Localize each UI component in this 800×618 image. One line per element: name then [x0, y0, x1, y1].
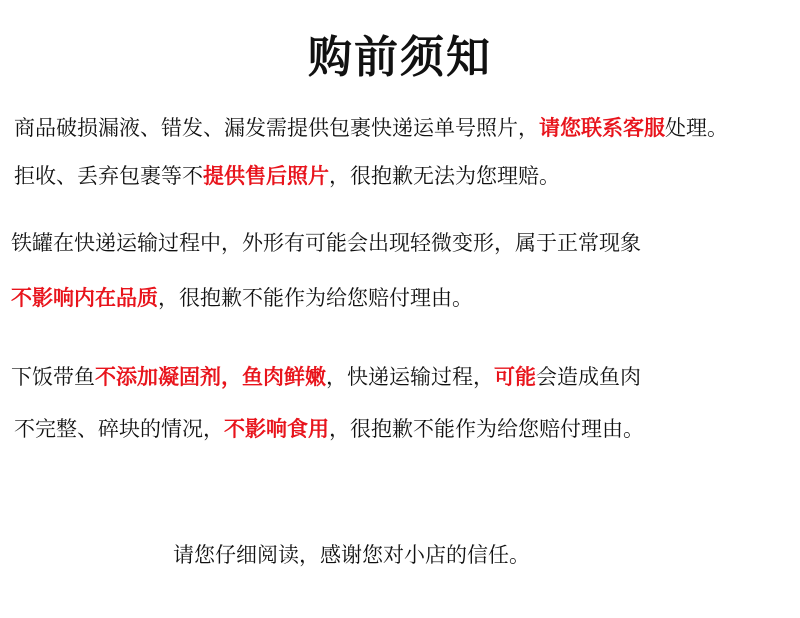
notice-line-refusal: [14, 161, 560, 191]
notice-text: 会造成鱼肉: [536, 365, 641, 389]
notice-line-quality: [11, 283, 473, 313]
notice-line-thanks: [173, 540, 530, 570]
notice-line-can-deform: [11, 228, 641, 258]
notice-highlight-no-additive: 不添加凝固剂，鱼肉鲜嫩: [95, 365, 326, 389]
notice-text: 商品破损漏液、错发、漏发需提供包裹快递运单号照片，: [14, 116, 539, 140]
notice-line-damage: [14, 113, 728, 143]
notice-text: ，很抱歉无法为您理赔。: [329, 164, 560, 188]
notice-text: 拒收、丢弃包裹等不: [14, 164, 203, 188]
notice-highlight-contact-service: 请您联系客服: [539, 116, 665, 140]
notice-text: ，快递运输过程，: [326, 365, 494, 389]
notice-text: ，很抱歉不能作为给您赔付理由。: [158, 286, 473, 310]
notice-text: 下饭带鱼: [11, 365, 95, 389]
notice-highlight-possible: 可能: [494, 365, 536, 389]
notice-line-fragments: [14, 414, 644, 444]
notice-text: 处理。: [665, 116, 728, 140]
notice-text: 不完整、碎块的情况，: [14, 417, 224, 441]
notice-text: 铁罐在快递运输过程中，外形有可能会出现轻微变形，属于正常现象: [11, 231, 641, 255]
notice-highlight-after-sale-photos: 提供售后照片: [203, 164, 329, 188]
notice-highlight-edible: 不影响食用: [224, 417, 329, 441]
notice-text: 请您仔细阅读，感谢您对小店的信任。: [173, 543, 530, 567]
notice-text: ，很抱歉不能作为给您赔付理由。: [329, 417, 644, 441]
notice-highlight-quality: 不影响内在品质: [11, 286, 158, 310]
notice-line-fish: [11, 362, 641, 392]
page-title: 购前须知: [308, 32, 492, 83]
